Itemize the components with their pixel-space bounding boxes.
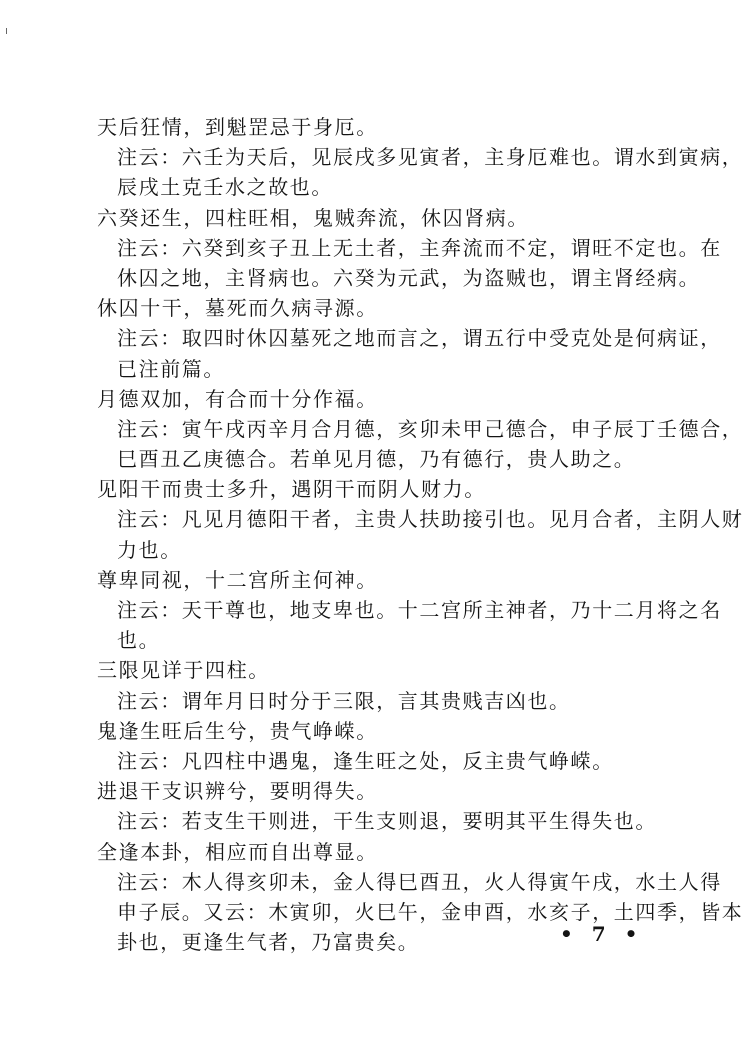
- note-line: 注云：取四时休囚墓死之地而言之，谓五行中受克处是何病证，: [117, 326, 722, 351]
- note-line: 巳酉丑乙庚德合。若单见月德，乃有德行，贵人助之。: [117, 447, 636, 472]
- note-line: 注云：凡见月德阳干者，主贵人扶助接引也。见月合者，主阴人财: [117, 507, 744, 532]
- note-line: 注云：寅午戌丙辛月合月德，亥卯未甲己德合，申子辰丁壬德合，: [117, 416, 744, 441]
- note-line: 注云：六癸到亥子丑上无土者，主奔流而不定，谓旺不定也。在: [117, 235, 722, 260]
- note-line: 注云：六壬为天后，见辰戌多见寅者，主身厄难也。谓水到寅病，: [117, 145, 744, 170]
- note-line: 注云：凡四柱中遇鬼，逢生旺之处，反主贵气峥嵘。: [117, 748, 614, 773]
- note-line: 注云：谓年月日时分于三限，言其贵贱吉凶也。: [117, 688, 571, 713]
- note-line: 注云：天干尊也，地支卑也。十二宫所主神者，乃十二月将之名: [117, 598, 722, 622]
- note-line: 也。: [117, 628, 161, 653]
- verse-line: 尊卑同视，十二宫所主何神。: [97, 567, 378, 592]
- note-line: 卦也，更逢生气者，乃富贵矣。: [117, 930, 420, 955]
- verse-line: 进退干支识辨兮，要明得失。: [97, 779, 378, 804]
- verse-line: 天后狂情，到魁罡忌于身厄。: [97, 115, 378, 139]
- verse-line: 全逢本卦，相应而自出尊显。: [97, 839, 378, 864]
- note-line: 注云：若支生干则进，干生支则退，要明其平生得失也。: [117, 809, 657, 834]
- note-line: 休囚之地，主肾病也。六癸为元武，为盗贼也，谓主肾经病。: [117, 265, 701, 290]
- text-body: [97, 112, 744, 957]
- verse-line: 休囚十干，墓死而久病寻源。: [97, 296, 378, 321]
- note-line: 注云：木人得亥卯未，金人得巳酉丑，火人得寅午戌，水土人得: [117, 869, 722, 894]
- note-line: 辰戌土克壬水之故也。: [117, 175, 333, 200]
- verse-line: 见阳干而贵士多升，遇阴干而阴人财力。: [97, 477, 486, 502]
- verse-line: 六癸还生，四柱旺相，鬼贼奔流，休囚肾病。: [97, 205, 529, 230]
- scan-mark: [6, 28, 7, 34]
- note-line: 已注前篇。: [117, 356, 225, 381]
- verse-line: 三限见详于四柱。: [97, 658, 270, 683]
- verse-line: 鬼逢生旺后生兮，贵气峥嵘。: [97, 718, 378, 743]
- note-line: 力也。: [117, 537, 182, 562]
- note-line: 申子辰。又云：木寅卯，火巳午，金申酉，水亥子，土四季，皆本: [117, 899, 744, 924]
- page-number: • 7 •: [560, 922, 644, 946]
- verse-line: 月德双加，有合而十分作福。: [97, 386, 378, 411]
